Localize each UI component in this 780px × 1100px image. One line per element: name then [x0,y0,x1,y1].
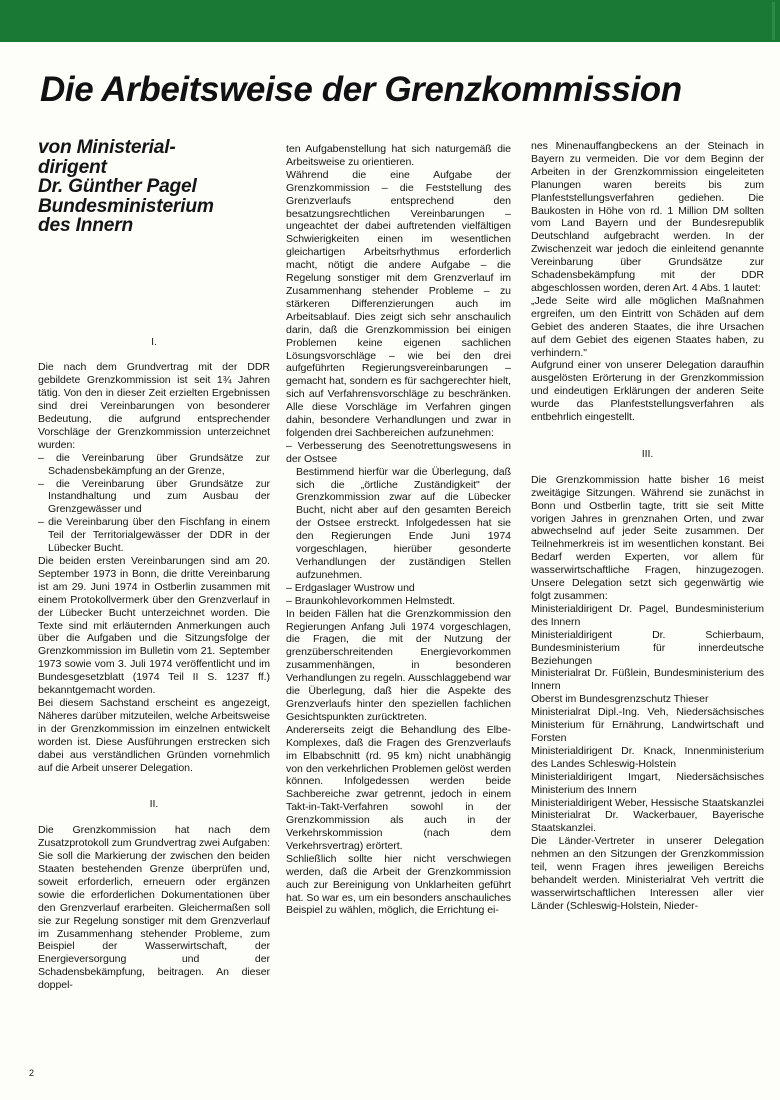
paragraph: Die Länder-Vertreter in unserer Delegation nehmen an den Sitzungen der Grenzkommission teil, wenn Fragen ihres jeweiligen Bereichs behandelt werden. Ministerialrat Veh vertritt die wasserwirtschaftlichen Interessen aller vier Länder (Schleswig-Holstein, Nieder- [531,835,764,912]
page-number: 2 [29,1068,35,1078]
list-item: – die Vereinbarung über den Fischfang in einem Teil der Territorialgewässer der DDR in der Lübecker Bucht. [38,516,270,555]
list-item-detail: Bestimmend hierfür war die Überlegung, daß sich die „örtliche Zuständigkeit" der Grenzkommission zwar auf die Lübecker Bucht, nicht aber auf den gesamten Bereich der Ostsee erstreckt. Infolgedessen hat sie den Regierungen Ende Juni 1974 vorgeschlagen, hierüber gesonderte Verhandlungen der zuständigen Stellen aufzunehmen. [296,465,511,581]
paragraph: Die nach dem Grundvertrag mit der DDR gebildete Grenzkommission ist seit 1¾ Jahren tätig. Von den in dieser Zeit erzielten Ergebnissen sind drei Vereinbarungen von besonderer Bedeutung, die aufgrund entsprechender Vorschläge der Grenzkommission unterzeichnet wurden: [38,361,270,451]
delegation-member: Ministerialdirigent Imgart, Niedersächsisches Ministerium des Innern [531,770,764,796]
paragraph: Schließlich sollte hier nicht verschwiegen werden, daß die Arbeit der Grenzkommission auch zur Bereinigung von Unklarheiten geführt hat. So war es, um ein besonders anschauliches Beispiel zu wählen, möglich, die Errichtung ei- [286,852,511,917]
paragraph: In beiden Fällen hat die Grenzkommission den Regierungen Anfang Juli 1974 vorgeschlagen, die Fragen, die mit der Nutzung der grenzüberschreitenden Energievorkommen zusammenhängen, in besonderen Verhandlungen zu regeln. Ausschlaggebend war die Überlegung, daß hier die Aspekte des Grenzverlaufs hinter den speziellen fachlichen Gesichtspunkten zurücktreten. [286,607,511,723]
section-number: III. [641,447,654,460]
delegation-member: Ministerialdirigent Dr. Schierbaum, Bundesministerium für innerdeutsche Beziehungen [531,628,764,667]
author-line: Bundesministerium [38,195,214,217]
green-header-bar [0,0,780,42]
paragraph: nes Minenauffangbeckens an der Steinach in Bayern zu vermeiden. Die vor dem Beginn der Arbeiten in der Grenzkommission eingeleiteten Planungen waren bereits bis zum Planfeststellungsverfahren gediehen. Die Baukosten in Höhe von rd. 1 Million DM sollten vom Land Bayern und der Bundesrepublik Deutschland aufgebracht werden. In der Zwischenzeit war jedoch die einleitend genannte Vereinbarung über Grundsätze zur Schadensbekämpfung mit der DDR abgeschlossen worden, deren Art. 4 Abs. 1 lautet: [531,140,764,294]
list-item: – Braunkohlevorkommen Helmstedt. [286,594,455,607]
list-item: – die Vereinbarung über Grundsätze zur Schadensbekämpfung an der Grenze, [38,451,270,477]
paragraph: Bei diesem Sachstand erscheint es angezeigt, Näheres darüber mitzuteilen, welche Arbeitsweise in der Grenzkommission im einzelnen entwickelt worden ist. Diese Ausführungen erstrecken sich dabei aus verständlichen Gründen vornehmlich auf die Arbeit unserer Delegation. [38,696,270,774]
paragraph: Die Grenzkommission hat nach dem Zusatzprotokoll zum Grundvertrag zwei Aufgaben: Sie soll die Markierung der zwischen den beiden Staaten bestehenden Grenze überprüfen und, soweit erforderlich, erneuern oder ergänzen sowie die erforderlichen Dokumentationen über den Grenzverlauf erarbeiten. Gleichermaßen soll sie zur Regelung sonstiger mit dem Grenzverlauf im Zusammenhang stehender Probleme, zum Beispiel der Wasserwirtschaft, der Energieversorgung und der Schadensbekämpfung, beitragen. An dieser doppel- [38,824,270,992]
column-2 [286,143,511,917]
paragraph: Aufgrund einer von unserer Delegation daraufhin ausgelösten Erörterung in der Grenzkommission und eindeutigen Erklärungen der anderen Seite wurde das Planfeststellungsverfahren als entbehrlich eingestellt. [531,359,764,424]
section-number: I. [151,335,157,348]
author-block [38,138,270,236]
list-item: – die Vereinbarung über Grundsätze zur Instandhaltung und zum Ausbau der Grenzgewässer und [38,477,270,516]
delegation-member: Ministerialdirigent Dr. Pagel, Bundesministerium des Innern [531,602,764,628]
author-line: von Ministerial- [38,137,176,158]
article-title: Die Arbeitsweise der Grenzkommission [40,70,682,109]
author-line: des Innern [38,215,134,236]
paragraph: Die beiden ersten Vereinbarungen sind am 20. September 1973 in Bonn, die dritte Vereinbarung ist am 29. Juni 1974 in Ostberlin zusammen mit einem Protokollvermerk über den Grenzverlauf in der Lübecker Bucht unterzeichnet worden. Die Texte sind mit erläuternden Anmerkungen auch über die Aufgaben und die Sitzungsfolge der Grenzkommission im Bulletin vom 21. September 1973 sowie vom 3. Juli 1974 veröffentlicht und im Bundesgesetzblatt (1974 Teil II S. 1237 ff.) bekanntgemacht worden. [38,555,270,697]
agreements-list [38,452,270,555]
column-3 [531,140,764,913]
list-item: – Verbesserung des Seenotrettungswesens in der Ostsee [286,439,511,465]
delegation-member: Ministerialrat Dr. Füßlein, Bundesministerium des Innern [531,667,764,693]
delegation-member: Ministerialrat Dipl.-Ing. Veh, Niedersächsisches Ministerium für Ernährung, Landwirtschaft und Forsten [531,706,764,744]
author-line: dirigent [38,156,107,178]
quote: „Jede Seite wird alle möglichen Maßnahmen ergreifen, um den Eintritt von Schäden auf dem Gebiet des anderen Staates, die ihre Ursachen auf dem Gebiet des eigenen Staates haben, zu verhindern." [531,294,764,359]
delegation-member: Ministerialrat Dr. Wackerbauer, Bayerische Staatskanzlei. [531,809,764,835]
list-item: – Erdgaslager Wustrow und [286,581,415,594]
delegation-member: Ministerialdirigent Dr. Knack, Innenministerium des Landes Schleswig-Holstein [531,744,764,770]
author-line: Dr. Günther Pagel [38,176,197,197]
header-decoration [772,2,775,40]
paragraph: Die Grenzkommission hatte bisher 16 meist zweitägige Sitzungen. Während sie zunächst in Bonn und Ostberlin tagte, tritt sie seit Mitte vorigen Jahres in grenznahen Orten, und zwar abwechselnd auf jeder Seite zusammen. Der Teilnehmerkreis ist im wesentlichen konstant. Bei Bedarf werden Experten, vor allem für wasserwirtschaftliche Fragen, hinzugezogen. Unsere Delegation setzt sich gegenwärtig wie folgt zusammen: [531,473,764,602]
paragraph: ten Aufgabenstellung hat sich naturgemäß die Arbeitsweise zu orientieren. [286,143,511,168]
delegation-member: Ministerialdirigent Weber, Hessische Staatskanzlei [531,796,764,809]
delegation-member: Oberst im Bundesgrenzschutz Thieser [531,693,709,706]
paragraph: Andererseits zeigt die Behandlung des Elbe-Komplexes, daß die Fragen des Grenzverlaufs im Elbabschnitt (rd. 95 km) nicht unabhängig von den verkehrlichen Problemen gelöst werden können. Infolgedessen werden beide Sachbereiche zwar getrennt, jedoch in einem Takt-in-Takt-Verfahren sowohl in der Grenzkommission als auch in der Verkehrskommission (nach dem Verkehrsvertrag) erörtert. [286,723,511,852]
column-1 [38,138,270,992]
paragraph: Während die eine Aufgabe der Grenzkommission – die Feststellung des Grenzverlaufs entsprechend den besatzungsrechtlichen Vereinbarungen – ungeachtet der dabei auftretenden vielfältigen Schwierigkeiten einen im wesentlichen gleichartigen Arbeitsrhythmus erforderlich macht, nötigt die andere Aufgabe – die Regelung sonstiger mit dem Grenzverlauf im Zusammenhang stehender Probleme – zu stärkeren Differenzierungen auch im Arbeitsablauf. Dies zeigt sich sehr anschaulich darin, daß die Grenzkommission bei einigen Problemen keine eigenen sachlichen Lösungsvorschläge – wie bei den drei aufgeführten Regierungsvereinbarungen – gemacht hat, sondern es für sachgerechter hielt, sich auf Verfahrensvorschläge zu beschränken. Alle diese Vorschläge im Verfahren gingen dahin, besondere Verhandlungen und zwar in folgenden drei Sachbereichen aufzunehmen: [286,168,511,439]
section-number: II. [149,798,159,811]
